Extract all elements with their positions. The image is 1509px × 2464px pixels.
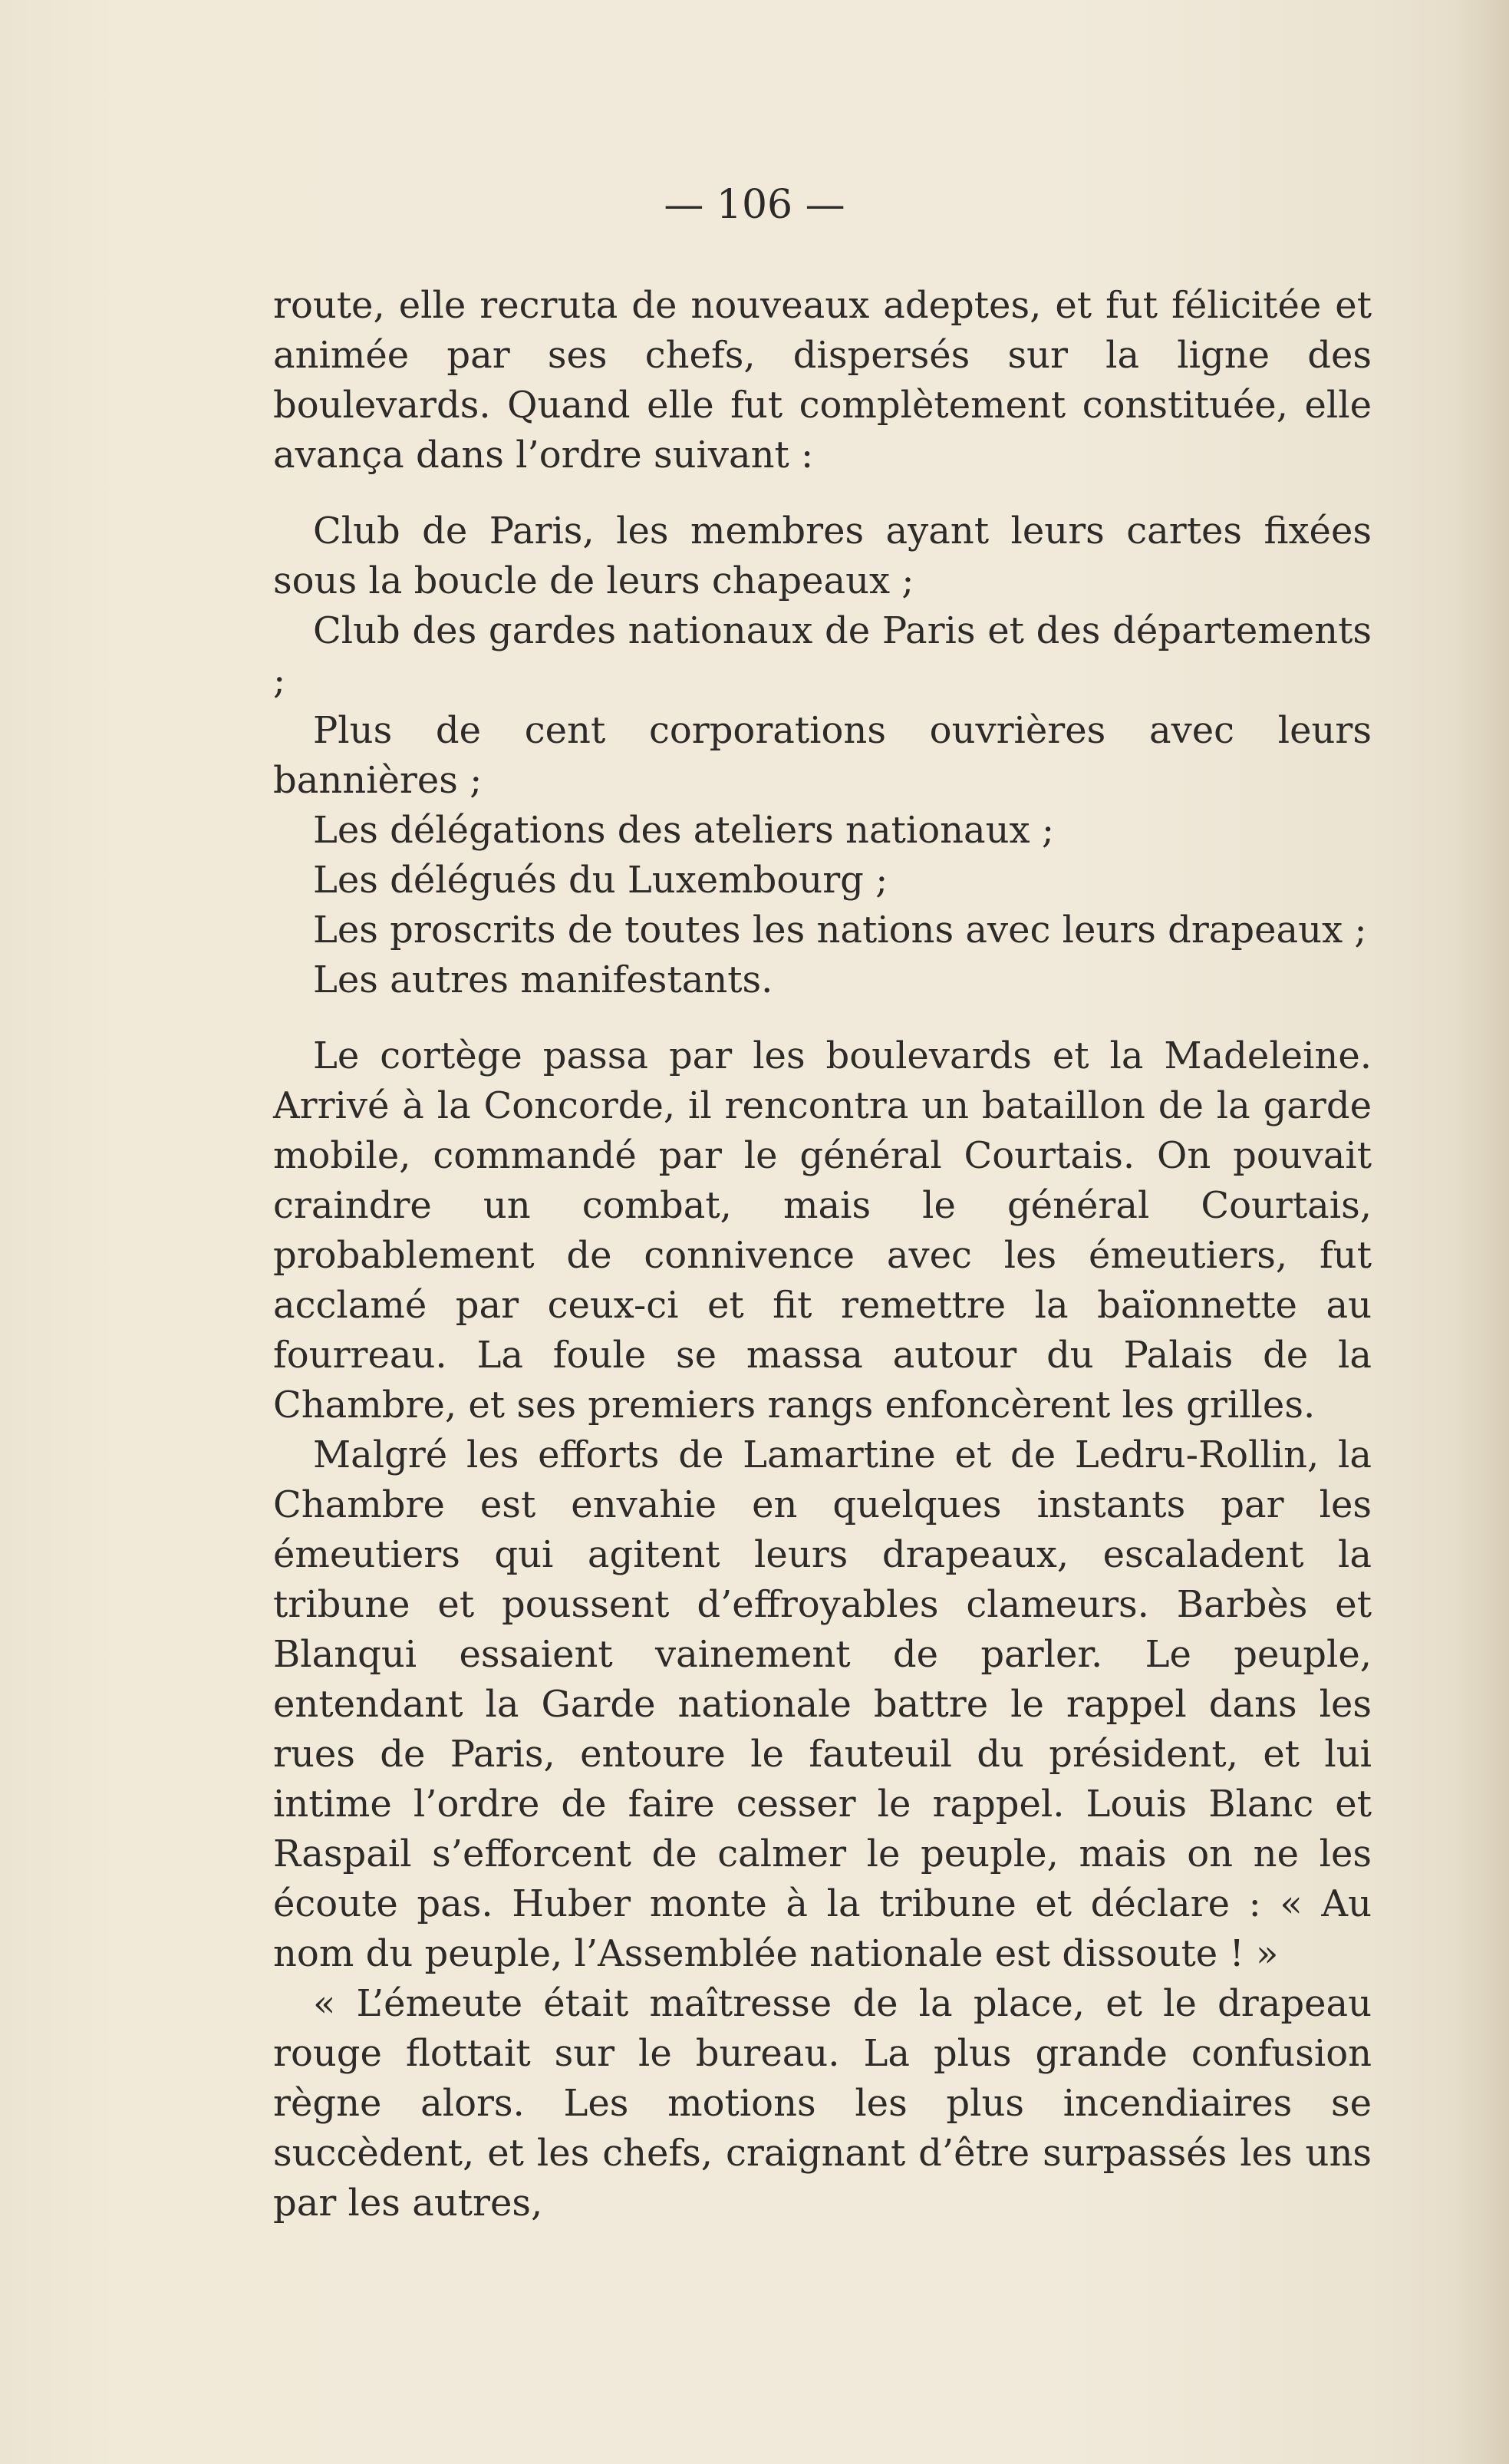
list-item: Plus de cent corporations ouvrières avec leurs bannières ; <box>273 709 1372 802</box>
page-edge-shadow <box>1455 0 1509 2464</box>
paragraph-4: « L’émeute était maîtresse de la place, et le drapeau rouge flottait sur le bureau. La plus grande confusion règne alors. Les motions les plus incendiaires se succèdent, et les chefs, craignant d’être surpassés les uns par les autres, <box>273 1982 1372 2225</box>
procession-order-list <box>273 506 1372 1005</box>
list-item: Les délégués du Luxembourg ; <box>313 859 888 902</box>
paragraph-spacer <box>273 480 1372 506</box>
list-item: Les autres manifestants. <box>313 958 773 1001</box>
paragraph-2: Le cortège passa par les boulevards et la Madeleine. Arrivé à la Concorde, il rencontra un bataillon de la garde mobile, commandé par le général Courtais. On pouvait craindre un combat, mais le général Courtais, probablement de connivence avec les émeutiers, fut acclamé par ceux-ci et fit remettre la baïonnette au fourreau. La foule se massa autour du Palais de la Chambre, et ses premiers rangs enfoncèrent les grilles. <box>273 1034 1372 1427</box>
paragraph-1: route, elle recruta de nouveaux adeptes, et fut félicitée et animée par ses chefs, dispersés sur la ligne des boulevards. Quand elle fut complètement constituée, elle avança dans l’ordre suivant : <box>273 284 1372 477</box>
paragraph-3: Malgré les efforts de Lamartine et de Ledru-Rollin, la Chambre est envahie en quelques instants par les émeutiers qui agitent leurs drapeaux, escaladent la tribune et poussent d’effroyables clameurs. Barbès et Blanqui essaient vainement de parler. Le peuple, entendant la Garde nationale battre le rappel dans les rues de Paris, entoure le fauteuil du président, et lui intime l’ordre de faire cesser le rappel. Louis Blanc et Raspail s’efforcent de calmer le peuple, mais on ne les écoute pas. Huber monte à la tribune et déclare : « Au nom du peuple, l’Assemblée nationale est dissoute ! » <box>273 1433 1372 1975</box>
page-number: — 106 — <box>664 182 845 228</box>
paragraph-spacer <box>273 1005 1372 1031</box>
list-item: Club des gardes nationaux de Paris et des départements ; <box>273 609 1372 702</box>
list-item: Club de Paris, les membres ayant leurs cartes fixées sous la boucle de leurs chapeaux ; <box>273 510 1372 602</box>
list-item: Les proscrits de toutes les nations avec leurs drapeaux ; <box>313 909 1367 952</box>
list-item: Les délégations des ateliers nationaux ; <box>313 809 1055 852</box>
body-text <box>273 281 1372 2228</box>
